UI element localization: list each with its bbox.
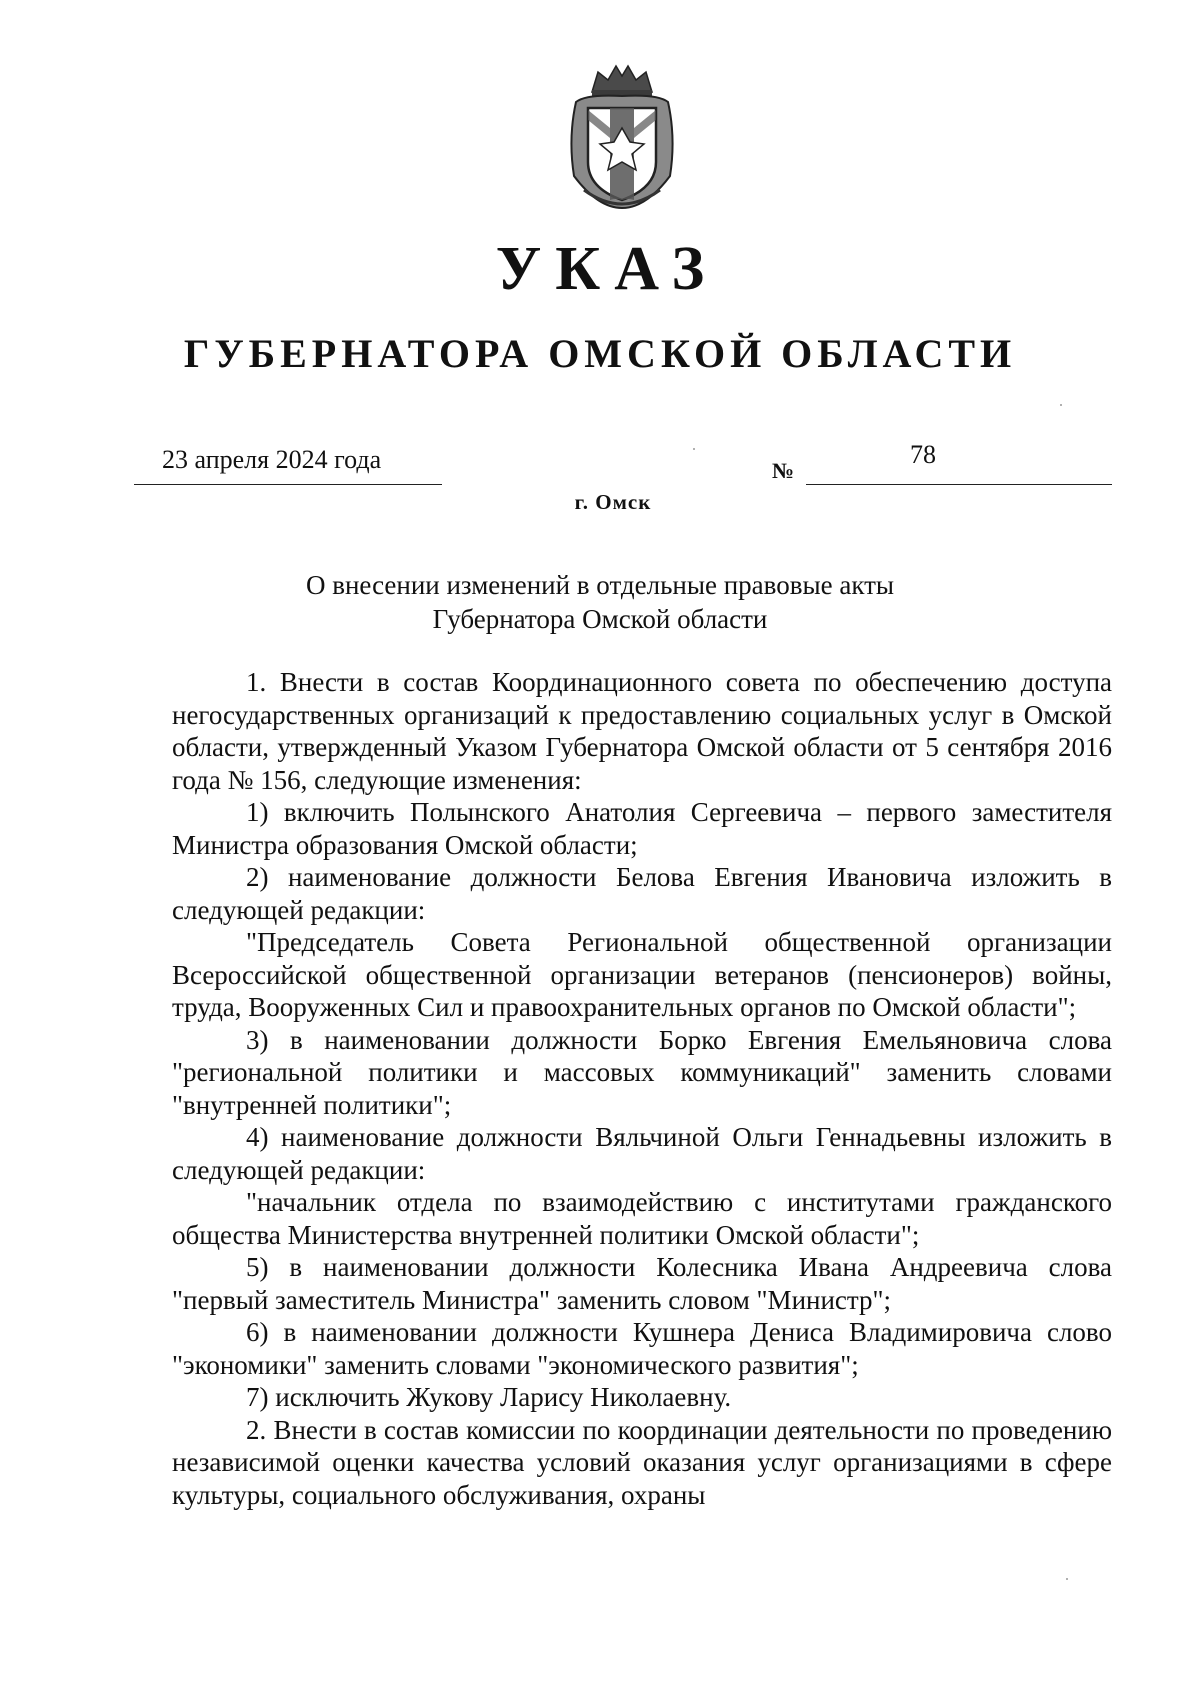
paragraph: 1) включить Полынского Анатолия Сергеевича – первого заместителя Министра образования Омской области; bbox=[172, 797, 1112, 860]
document-subtitle: ГУБЕРНАТОРА ОМСКОЙ ОБЛАСТИ bbox=[183, 331, 1017, 376]
paragraph: 2) наименование должности Белова Евгения Ивановича изложить в следующей редакции: bbox=[172, 862, 1112, 925]
document-title: УКАЗ bbox=[495, 235, 719, 303]
paragraph: 1. Внести в состав Координационного совета по обеспечению доступа негосударственных организаций к предоставлению социальных услуг в Омской области, утвержденный Указом Губернатора Омской области от 5 сентября 2016 года № 156, следующие изменения: bbox=[172, 667, 1112, 795]
document-number: 78 bbox=[910, 440, 936, 469]
date-field bbox=[134, 444, 442, 485]
paragraph: 2. Внести в состав комиссии по координации деятельности по проведению независимой оценки качества условий оказания услуг организациями в сфере культуры, социального обслуживания, охраны bbox=[172, 1414, 1112, 1510]
number-field bbox=[806, 440, 1112, 485]
heading-line: О внесении изменений в отдельные правовые акты bbox=[305, 570, 895, 600]
paragraph: "Председатель Совета Региональной общественной организации Всероссийской общественной организации ветеранов (пенсионеров) войны, труда, Вооруженных Сил и правоохранительных органов по Омской области"; bbox=[172, 927, 1112, 1022]
document-city: г. Омск bbox=[574, 490, 652, 514]
scan-speck bbox=[1060, 404, 1062, 406]
scan-speck bbox=[1066, 1578, 1068, 1580]
coat-of-arms-icon bbox=[558, 58, 686, 210]
paragraph: "начальник отдела по взаимодействию с институтами гражданского общества Министерства внутренней политики Омской области"; bbox=[172, 1187, 1112, 1250]
paragraph: 5) в наименовании должности Колесника Ивана Андреевича слова "первый заместитель Министра" заменить словом "Министр"; bbox=[172, 1252, 1112, 1315]
document-date: 23 апреля 2024 года bbox=[162, 445, 382, 474]
paragraph: 4) наименование должности Вяльчиной Ольги Геннадьевны изложить в следующей редакции: bbox=[172, 1122, 1112, 1185]
document-body bbox=[172, 666, 1112, 1511]
number-sign: № bbox=[772, 458, 795, 483]
scan-speck bbox=[693, 448, 695, 450]
paragraph: 7) исключить Жукову Ларису Николаевну. bbox=[246, 1382, 732, 1412]
heading-line: Губернатора Омской области bbox=[432, 604, 768, 634]
document-heading bbox=[0, 568, 1200, 636]
paragraph: 6) в наименовании должности Кушнера Дениса Владимировича слово "экономики" заменить словами "экономического развития"; bbox=[172, 1317, 1112, 1380]
paragraph: 3) в наименовании должности Борко Евгения Емельяновича слова "региональной политики и массовых коммуникаций" заменить словами "внутренней политики"; bbox=[172, 1024, 1112, 1120]
